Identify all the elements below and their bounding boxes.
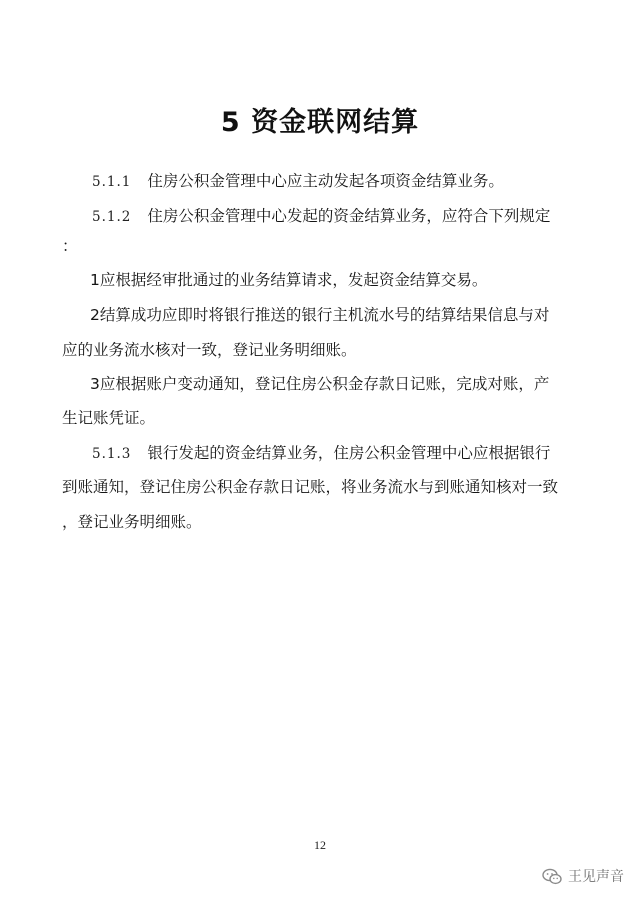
list-item-1: 1应根据经审批通过的业务结算请求，发起资金结算交易。 (90, 271, 488, 289)
clause-text: 住房公积金管理中心发起的资金结算业务，应符合下列规定 (147, 207, 551, 225)
clause-5-1-3 (92, 443, 550, 464)
clause-5-1-2-continuation: ： (62, 237, 78, 255)
list-item-3: 3应根据账户变动通知，登记住房公积金存款日记账，完成对账，产 (90, 375, 550, 393)
clause-number: 5.1.2 (92, 209, 132, 225)
clause-5-1-3-continuation: 到账通知，登记住房公积金存款日记账，将业务流水与到账通知核对一致 (62, 478, 559, 496)
wechat-icon (542, 868, 562, 885)
section-title: 5 资金联网结算 (220, 107, 420, 138)
watermark-text: 王见声音 (568, 869, 624, 885)
page-number: 12 (314, 838, 326, 852)
clause-text: 住房公积金管理中心应主动发起各项资金结算业务。 (147, 172, 504, 190)
clause-5-1-3-end: ，登记业务明细账。 (62, 513, 202, 531)
clause-number: 5.1.3 (92, 446, 132, 462)
clause-5-1-1 (92, 171, 504, 192)
list-item-2-continuation: 应的业务流水核对一致，登记业务明细账。 (62, 341, 357, 359)
list-item-2: 2结算成功应即时将银行推送的银行主机流水号的结算结果信息与对 (90, 306, 550, 324)
clause-number: 5.1.1 (92, 174, 132, 190)
clause-text: 银行发起的资金结算业务，住房公积金管理中心应根据银行 (147, 444, 551, 462)
watermark (542, 866, 624, 886)
clause-5-1-2 (92, 206, 550, 227)
list-item-3-continuation: 生记账凭证。 (62, 409, 156, 427)
